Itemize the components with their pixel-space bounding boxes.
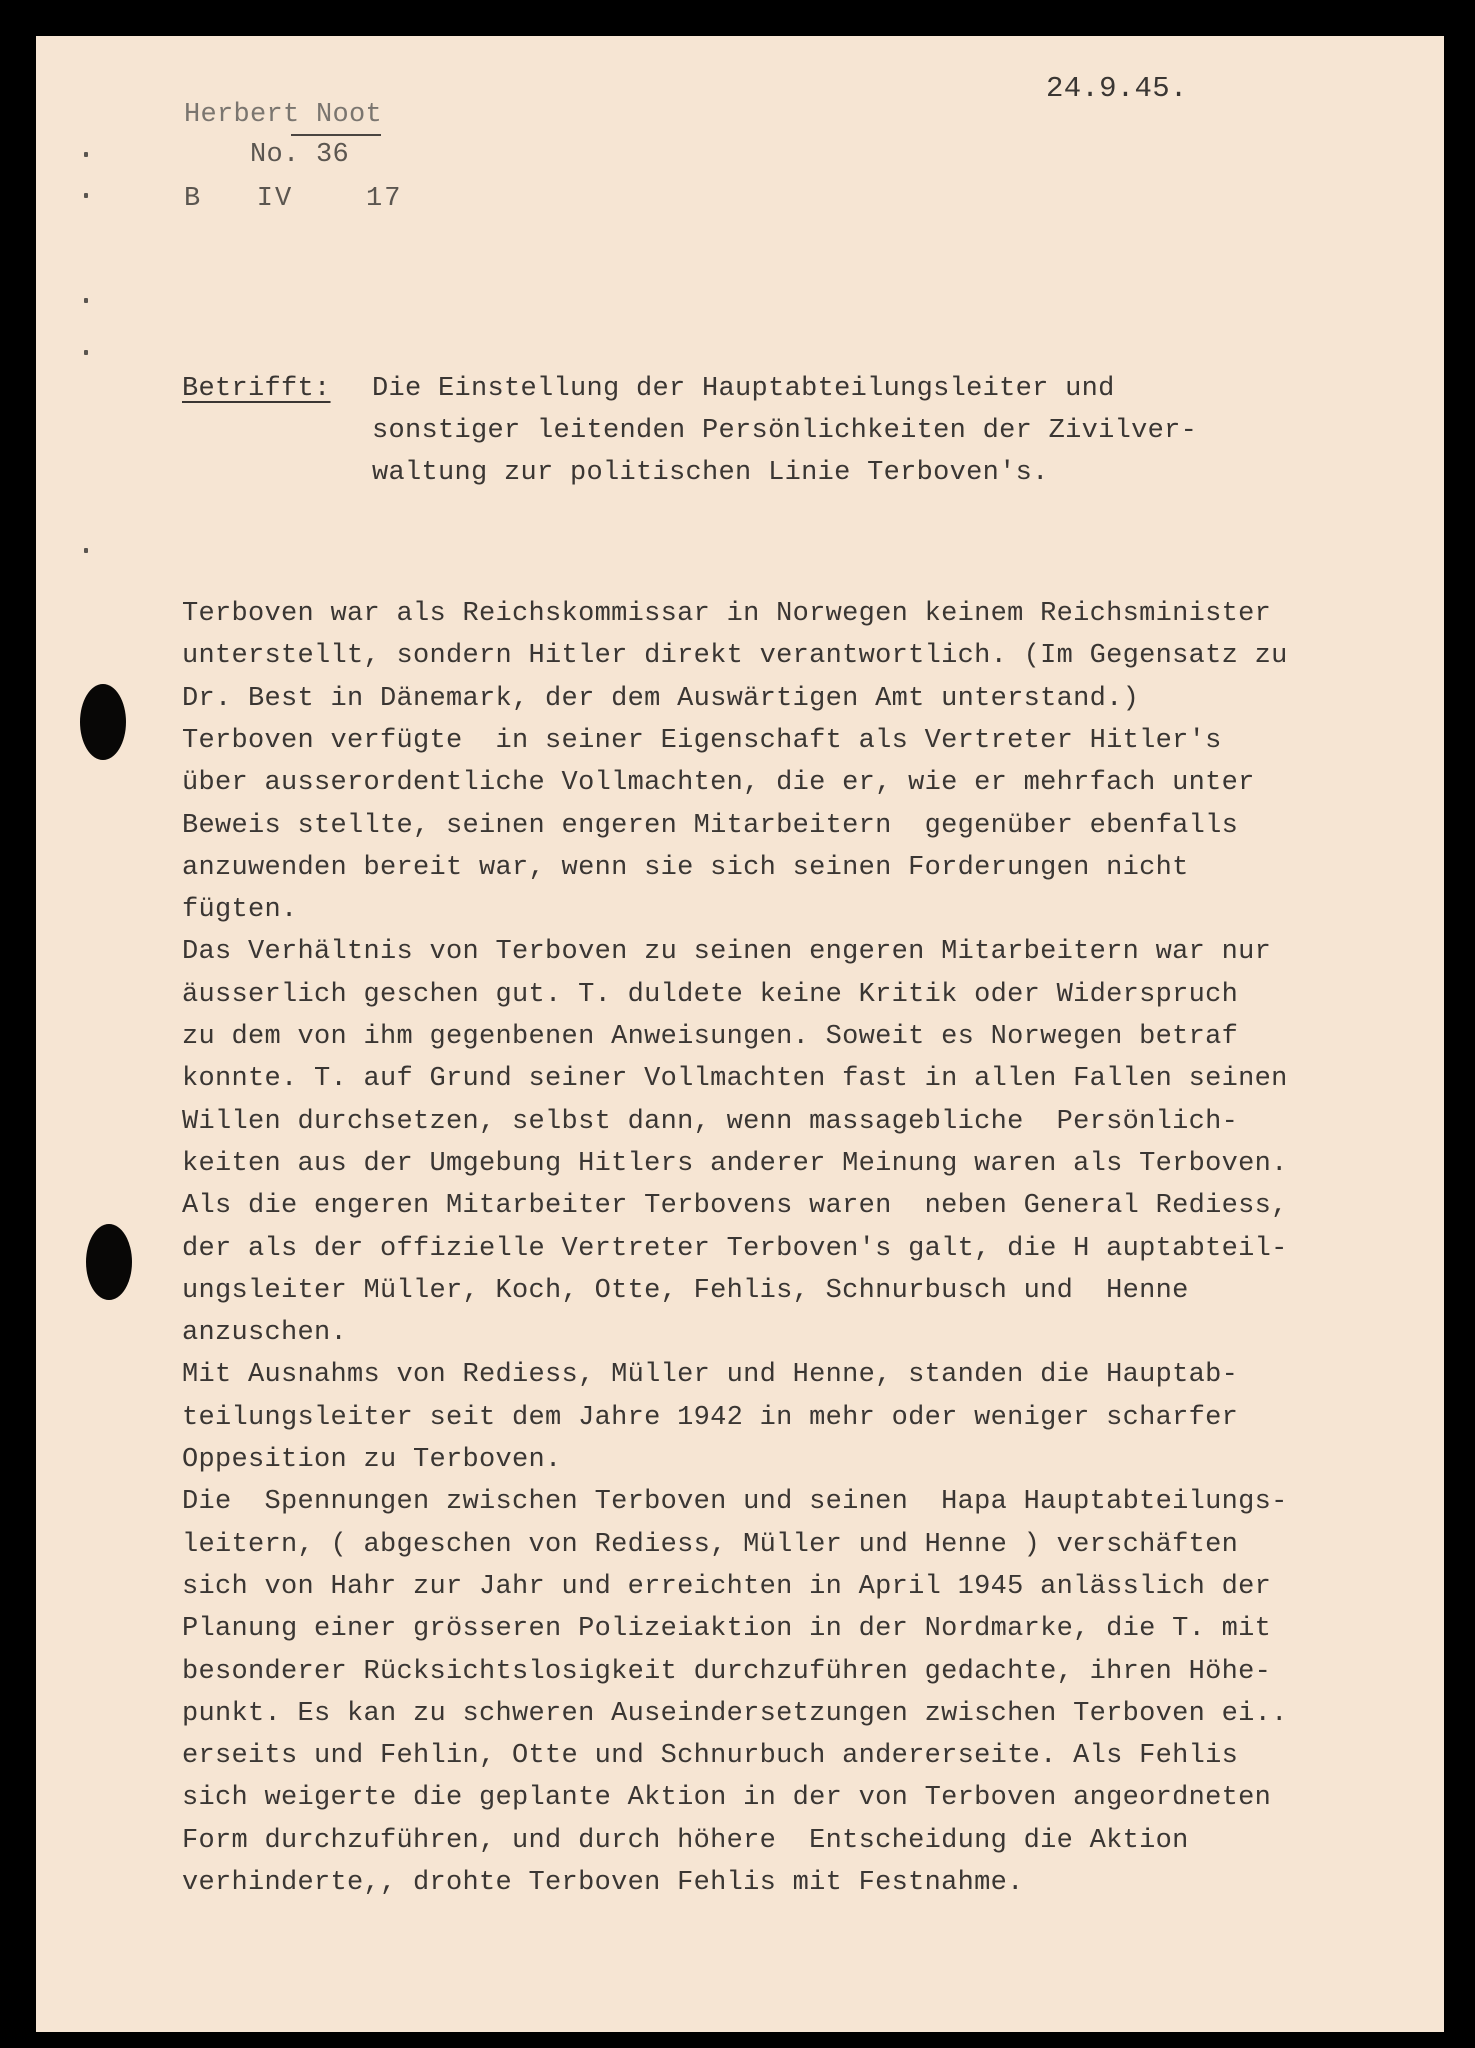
subject-line: Die Einstellung der Hauptabteilungsleiter und — [372, 374, 1115, 404]
body-line: Die Spennungen zwischen Terboven und seinen Hapa Hauptabteilungs- — [182, 1487, 1288, 1518]
subject-label: Betrifft: — [182, 374, 331, 404]
document-number: No. 36 — [250, 140, 350, 170]
margin-mark — [84, 548, 88, 553]
body-line: erseits und Fehlin, Otte und Schnurbuch andererseite. Als Fehlis — [182, 1741, 1239, 1772]
subject-line: sonstiger leitenden Persönlichkeiten der Zivilver- — [372, 416, 1198, 446]
body-line: Planung einer grösseren Polizeiaktion in der Nordmarke, die T. mit — [182, 1614, 1272, 1645]
body-line: teilungsleiter seit dem Jahre 1942 in mehr oder weniger scharfer — [182, 1402, 1239, 1433]
margin-mark — [84, 193, 88, 198]
body-line: Terboven war als Reichskommissar in Norwegen keinem Reichsminister — [182, 599, 1272, 629]
body-line: Das Verhältnis von Terboven zu seinen engeren Mitarbeitern war nur — [182, 937, 1272, 968]
author-name: Herbert Noot — [184, 100, 383, 130]
body-line: der als der offizielle Vertreter Terboven's galt, die H auptabteil- — [182, 1233, 1288, 1264]
body-line: ungsleiter Müller, Koch, Otte, Fehlis, Schnurbusch und Henne — [182, 1275, 1189, 1306]
margin-mark — [84, 350, 88, 355]
reference-code: B IV 17 — [184, 184, 403, 214]
body-line: sich von Hahr zur Jahr und erreichten in April 1945 anlässlich der — [182, 1571, 1272, 1602]
body-line: verhinderte,, drohte Terboven Fehlis mit Festnahme. — [182, 1868, 1024, 1898]
body-line: Mit Ausnahms von Rediess, Müller und Henne, standen die Hauptab- — [182, 1360, 1239, 1391]
body-line: sich weigerte die geplante Aktion in der von Terboven angeordneten — [182, 1783, 1272, 1814]
body-line: anzuschen. — [182, 1318, 348, 1349]
body-line: zu dem von ihm gegenbenen Anweisungen. Soweit es Norwegen betraf — [182, 1022, 1239, 1052]
body-line: Terboven verfügte in seiner Eigenschaft als Vertreter Hitler's — [182, 725, 1222, 756]
body-line: besonderer Rücksichtslosigkeit durchzuführen gedachte, ihren Höhe- — [182, 1656, 1272, 1687]
body-line: punkt. Es kan zu schweren Auseindersetzungen zwischen Terboven ei.. — [182, 1698, 1288, 1729]
body-line: keiten aus der Umgebung Hitlers anderer Meinung waren als Terboven. — [182, 1148, 1288, 1179]
body-line: fügten. — [182, 895, 298, 926]
margin-mark — [84, 298, 88, 303]
body-line: Willen durchsetzen, selbst dann, wenn massagebliche Persönlich- — [182, 1106, 1239, 1137]
subject-line: waltung zur politischen Linie Terboven's. — [372, 458, 1049, 488]
body-line: konnte. T. auf Grund seiner Vollmachten fast in allen Fallen seinen — [182, 1064, 1288, 1095]
punch-hole — [80, 684, 126, 760]
body-line: Oppesition zu Terboven. — [182, 1445, 562, 1475]
margin-mark — [84, 152, 88, 157]
body-line: über ausserordentliche Vollmachten, die er, wie er mehrfach unter — [182, 768, 1255, 799]
document-date: 24.9.45. — [1046, 72, 1188, 105]
body-line: Beweis stellte, seinen engeren Mitarbeitern gegenüber ebenfalls — [182, 810, 1239, 841]
author-underline — [291, 134, 381, 136]
body-line: unterstellt, sondern Hitler direkt verantwortlich. (Im Gegensatz zu — [182, 641, 1288, 672]
body-line: Als die engeren Mitarbeiter Terbovens waren neben General Rediess, — [182, 1191, 1288, 1222]
body-line: Form durchzuführen, und durch höhere Entscheidung die Aktion — [182, 1825, 1189, 1856]
body-line: äusserlich geschen gut. T. duldete keine Kritik oder Widerspruch — [182, 979, 1239, 1010]
body-line: leitern, ( abgeschen von Rediess, Müller und Henne ) verschäften — [182, 1529, 1239, 1560]
body-line: Dr. Best in Dänemark, der dem Auswärtigen Amt unterstand.) — [182, 683, 1140, 714]
document-page — [36, 36, 1444, 2032]
punch-hole — [86, 1224, 132, 1300]
body-line: anzuwenden bereit war, wenn sie sich seinen Forderungen nicht — [182, 852, 1189, 883]
